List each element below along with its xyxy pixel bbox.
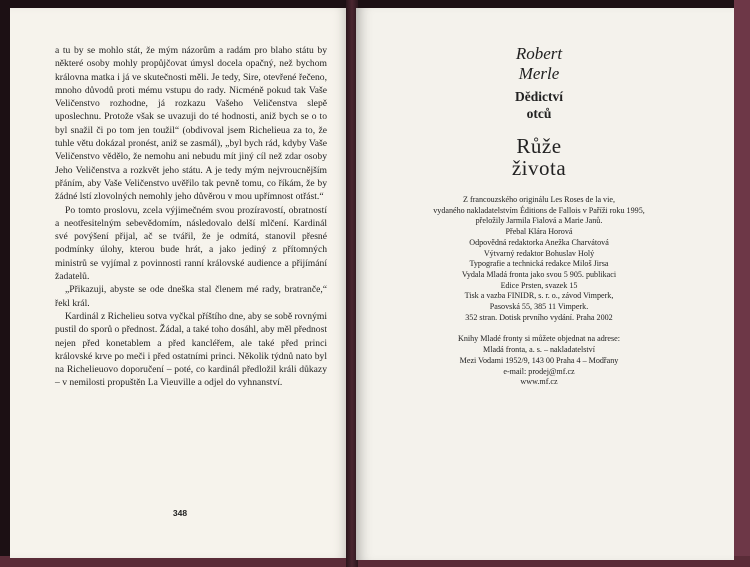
order-info-block (356, 334, 722, 388)
imprint-line: Tisk a vazba FINIDR, s. r. o., závod Vimperk, (464, 291, 614, 301)
imprint-line: Typografie a technická redakce Miloš Jirsa (469, 259, 609, 269)
imprint-line: Odpovědná redaktorka Anežka Charvátová (469, 237, 609, 247)
author-first-name: Robert (515, 44, 563, 63)
book-cover-edge (734, 0, 750, 567)
page-number: 348 (172, 508, 188, 518)
paragraph: Kardinál z Richelieu sotva vyčkal příštího dne, aby se sobě rovnými pustil do sporů o přednost. Žádal, a také toho dosáhl, aby měl přednost nejen před konetablem a před kancléřem, ale také před princi královské krve po meči i před ostatními princi. Několik týdnů nato byl na Richelieuovo doporučení – poté, co kardinál předložil králi důkazy – v nemilosti propuštěn La Vieuville a odjel do vyhnanství. (55, 310, 327, 389)
imprint-line: Edice Prsten, svazek 15 (500, 280, 578, 290)
order-line: Mladá fronta, a. s. – nakladatelství (483, 345, 595, 355)
book-title-line-2: života (511, 156, 567, 180)
imprint-line: Výtvarný redaktor Bohuslav Holý (483, 248, 595, 258)
paragraph: „Přikazuji, abyste se ode dneška stal členem mé rady, bratranče,“ řekl král. (55, 284, 327, 309)
imprint-line: 352 stran. Dotisk prvního vydání. Praha 2002 (465, 312, 613, 322)
order-email: e-mail: prodej@mf.cz (503, 366, 575, 376)
order-website: www.mf.cz (520, 377, 558, 387)
order-line: Knihy Mladé fronty si můžete objednat na adrese: (457, 334, 621, 344)
imprint-line: Z francouzského originálu Les Roses de la vie, (463, 195, 615, 204)
imprint-line: Pasovská 55, 385 11 Vimperk. (489, 302, 589, 312)
imprint-line: Přebal Klára Horová (505, 227, 573, 237)
right-page (356, 8, 734, 560)
series-title-line-2: otců (526, 106, 552, 121)
imprint-block (356, 195, 722, 323)
author-last-name: Merle (518, 64, 560, 83)
imprint-line: vydaného nakladatelstvím Éditions de Fallois v Paříži roku 1995, (433, 205, 645, 215)
left-page (10, 8, 350, 558)
paragraph: Po tomto proslovu, zcela výjimečném svou prozíravostí, obratností a neotřesitelným sebevědomím, následovalo delší mlčení. Kardinál své povýšení přijal, ač se tvářil, že je odmítá, stanovil přesné podmínky úlohy, kterou bude hrát, a jako jediný z přítomných ministrů se vyjímal z povinnosti ranní královské audience a přijímání žadatelů. (55, 204, 327, 283)
left-page-body (55, 44, 327, 390)
imprint-line: přeložily Jarmila Fialová a Marie Janů. (475, 216, 603, 226)
paragraph: a tu by se mohlo stát, že mým názorům a radám pro blaho státu by některé osoby mohly propůjčovat úmysl docela opačný, než bychom královna matka i já ve skutečnosti měli. Je tedy, Sire, otevřené řečeno, mnoho důvodů proti mému vstupu do rady. Nicméně pokud tak Vaše Veličenstvo rozhodne, já rozkazu Vašeho Veličenstva slepě uposlechnu. Protože však se uvazuji do té hodnosti, aniž bych se o to byl snažil či po tom jen toužil“ (obdivoval jsem Richelieua za to, že tuhle větu dokázal pronést, aniž se zasmál), „byl bych rád, kdyby Vaše Veličenstvo vědělo, že nemohu ani nebudu mít jiný cíl než zdar osoby Jeho Veličenstva a rozkvět jeho státu. A je tedy mým nejvroucnějším přáním, aby Vaše Veličenstvo uvěřilo tak pevně tomu, co říkám, že by žádné lstí zlovolných nemohly jeho důvěrou v mou upřímnost otřást.“ (55, 45, 327, 203)
title-page-block (356, 44, 722, 388)
series-title-line-1: Dědictví (515, 89, 563, 104)
book-title-line-1: Růže (516, 134, 562, 158)
order-line: Mezi Vodami 1952/9, 143 00 Praha 4 – Modřany (459, 355, 619, 365)
imprint-line: Vydala Mladá fronta jako svou 5 905. publikaci (461, 269, 617, 279)
